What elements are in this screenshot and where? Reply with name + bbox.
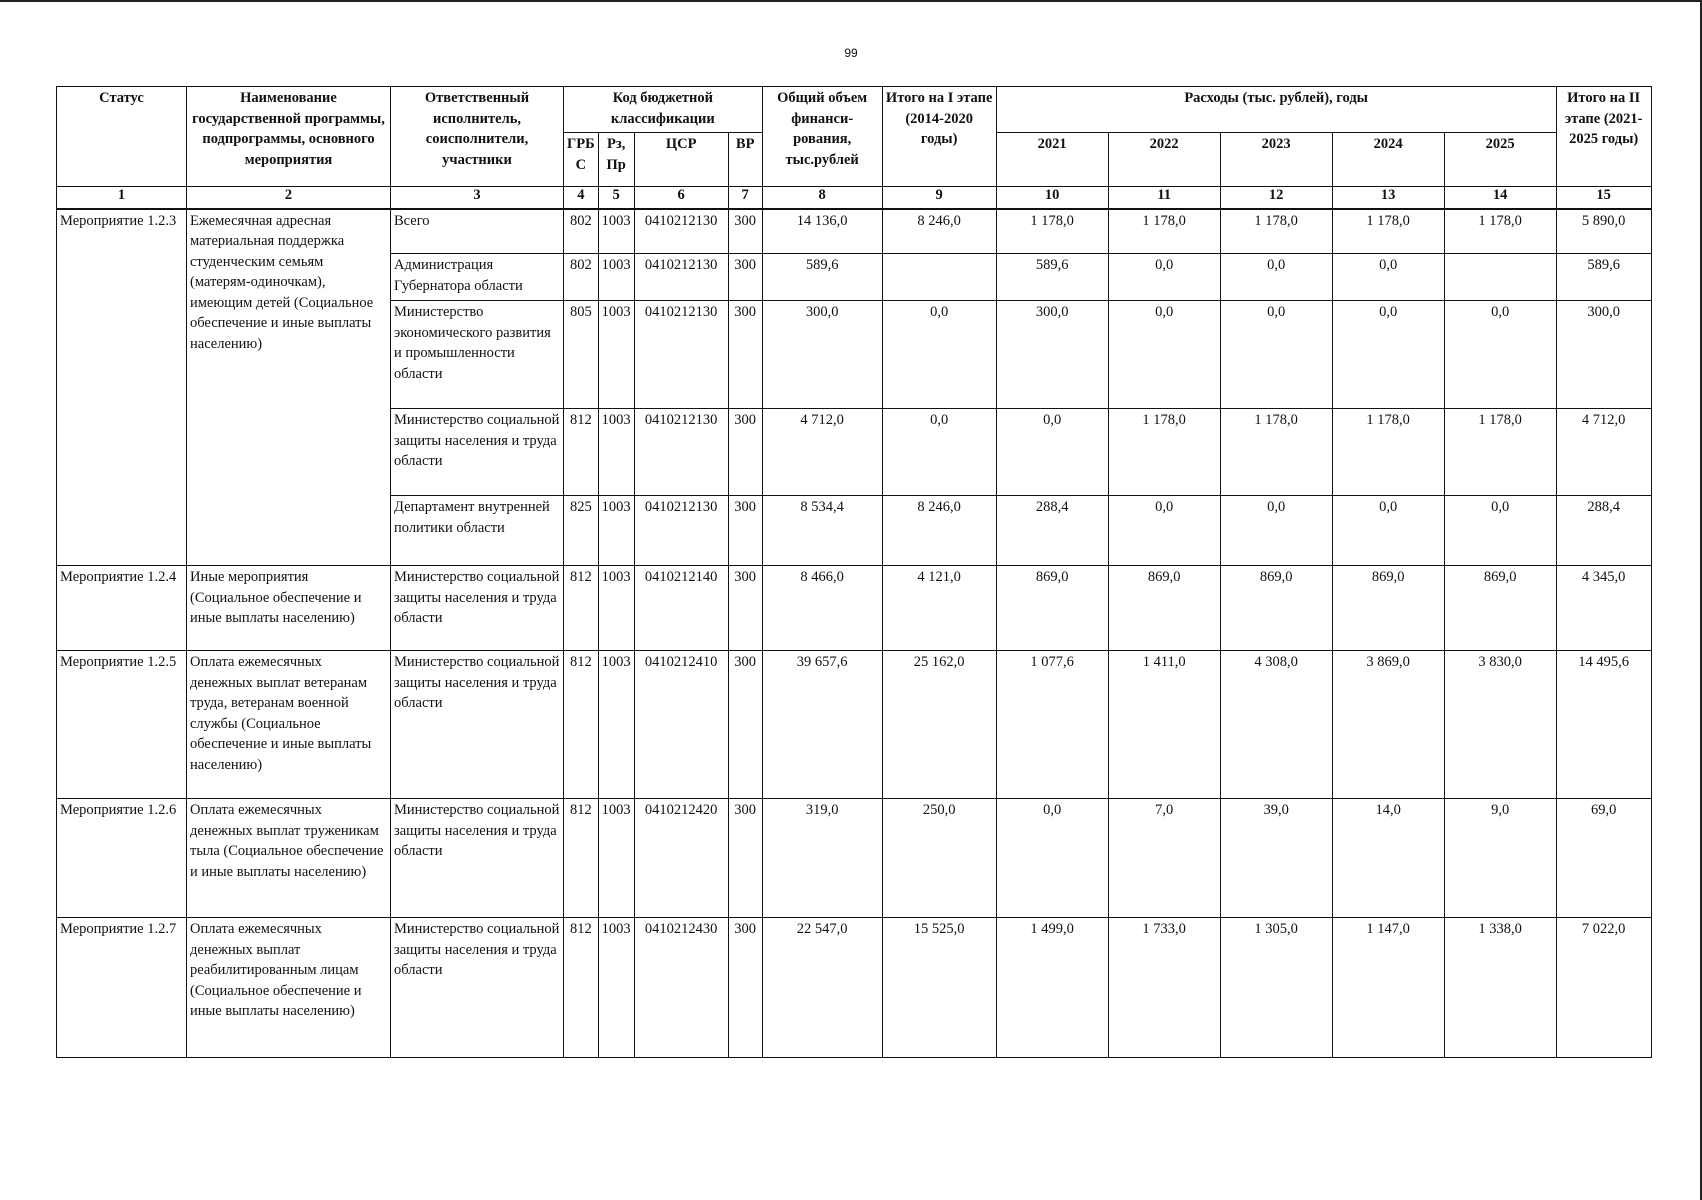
vr-cell: 300 bbox=[728, 254, 762, 301]
stage1-cell: 250,0 bbox=[882, 799, 996, 918]
total-cell: 8 534,4 bbox=[762, 496, 882, 566]
table-row bbox=[57, 651, 1652, 799]
header-total: Общий объем финанси-рования, тыс.рублей bbox=[762, 87, 882, 187]
vr-cell: 300 bbox=[728, 566, 762, 651]
total-cell: 14 136,0 bbox=[762, 209, 882, 254]
y2022-cell: 0,0 bbox=[1108, 254, 1220, 301]
csr-cell: 0410212140 bbox=[634, 566, 728, 651]
total-cell: 4 712,0 bbox=[762, 409, 882, 496]
y2024-cell: 14,0 bbox=[1332, 799, 1444, 918]
vr-cell: 300 bbox=[728, 409, 762, 496]
program-name-cell: Оплата ежемесячных денежных выплат труженикам тыла (Социальное обеспечение и иные выплаты населению) bbox=[187, 799, 391, 918]
grbs-cell: 812 bbox=[564, 566, 599, 651]
y2025-cell bbox=[1444, 254, 1556, 301]
header-name: Наименование государственной программы, подпрограммы, основного мероприятия bbox=[187, 87, 391, 187]
executor-cell: Администрация Губернатора области bbox=[391, 254, 564, 301]
rzpr-cell: 1003 bbox=[598, 918, 634, 1058]
header-csr: ЦСР bbox=[634, 133, 728, 187]
y2022-cell: 7,0 bbox=[1108, 799, 1220, 918]
y2024-cell: 0,0 bbox=[1332, 254, 1444, 301]
y2024-cell: 3 869,0 bbox=[1332, 651, 1444, 799]
executor-cell: Министерство социальной защиты населения и труда области bbox=[391, 918, 564, 1058]
stage2-cell: 14 495,6 bbox=[1556, 651, 1651, 799]
y2021-cell: 0,0 bbox=[996, 799, 1108, 918]
stage1-cell: 25 162,0 bbox=[882, 651, 996, 799]
header-budget-code: Код бюджетной классификации bbox=[564, 87, 763, 133]
y2021-cell: 300,0 bbox=[996, 301, 1108, 409]
budget-table bbox=[56, 86, 1652, 1058]
total-cell: 319,0 bbox=[762, 799, 882, 918]
column-number-cell: 3 bbox=[391, 187, 564, 209]
total-cell: 39 657,6 bbox=[762, 651, 882, 799]
vr-cell: 300 bbox=[728, 651, 762, 799]
column-number-cell: 6 bbox=[634, 187, 728, 209]
y2021-cell: 288,4 bbox=[996, 496, 1108, 566]
header-y2025: 2025 bbox=[1444, 133, 1556, 187]
stage2-cell: 300,0 bbox=[1556, 301, 1651, 409]
rzpr-cell: 1003 bbox=[598, 209, 634, 254]
header-y2021: 2021 bbox=[996, 133, 1108, 187]
executor-cell: Министерство социальной защиты населения и труда области bbox=[391, 409, 564, 496]
grbs-cell: 802 bbox=[564, 209, 599, 254]
stage2-cell: 69,0 bbox=[1556, 799, 1651, 918]
y2022-cell: 869,0 bbox=[1108, 566, 1220, 651]
y2021-cell: 1 178,0 bbox=[996, 209, 1108, 254]
csr-cell: 0410212130 bbox=[634, 409, 728, 496]
rzpr-cell: 1003 bbox=[598, 301, 634, 409]
executor-cell: Министерство социальной защиты населения и труда области bbox=[391, 799, 564, 918]
executor-cell: Министерство социальной защиты населения и труда области bbox=[391, 566, 564, 651]
y2021-cell: 0,0 bbox=[996, 409, 1108, 496]
column-number-cell: 11 bbox=[1108, 187, 1220, 209]
y2025-cell: 1 338,0 bbox=[1444, 918, 1556, 1058]
y2022-cell: 1 733,0 bbox=[1108, 918, 1220, 1058]
y2024-cell: 1 178,0 bbox=[1332, 209, 1444, 254]
status-cell: Мероприятие 1.2.6 bbox=[57, 799, 187, 918]
csr-cell: 0410212130 bbox=[634, 301, 728, 409]
rzpr-cell: 1003 bbox=[598, 651, 634, 799]
y2025-cell: 0,0 bbox=[1444, 496, 1556, 566]
header-y2022: 2022 bbox=[1108, 133, 1220, 187]
header-executor: Ответственный исполнитель, соисполнители, участники bbox=[391, 87, 564, 187]
stage2-cell: 288,4 bbox=[1556, 496, 1651, 566]
y2023-cell: 1 178,0 bbox=[1220, 209, 1332, 254]
csr-cell: 0410212410 bbox=[634, 651, 728, 799]
program-name-cell: Оплата ежемесячных денежных выплат ветеранам труда, ветеранам военной службы (Социальное обеспечение и иные выплаты населению) bbox=[187, 651, 391, 799]
stage1-cell: 8 246,0 bbox=[882, 496, 996, 566]
table-row bbox=[57, 918, 1652, 1058]
y2023-cell: 1 178,0 bbox=[1220, 409, 1332, 496]
column-number-cell: 7 bbox=[728, 187, 762, 209]
y2024-cell: 0,0 bbox=[1332, 301, 1444, 409]
column-number-cell: 5 bbox=[598, 187, 634, 209]
y2025-cell: 9,0 bbox=[1444, 799, 1556, 918]
vr-cell: 300 bbox=[728, 209, 762, 254]
grbs-cell: 812 bbox=[564, 799, 599, 918]
y2025-cell: 1 178,0 bbox=[1444, 209, 1556, 254]
y2024-cell: 869,0 bbox=[1332, 566, 1444, 651]
y2022-cell: 0,0 bbox=[1108, 301, 1220, 409]
y2024-cell: 1 178,0 bbox=[1332, 409, 1444, 496]
header-vr: ВР bbox=[728, 133, 762, 187]
column-number-cell: 1 bbox=[57, 187, 187, 209]
page-edge-top bbox=[0, 0, 1702, 2]
y2023-cell: 0,0 bbox=[1220, 254, 1332, 301]
stage2-cell: 589,6 bbox=[1556, 254, 1651, 301]
executor-cell: Департамент внутренней политики области bbox=[391, 496, 564, 566]
stage1-cell: 15 525,0 bbox=[882, 918, 996, 1058]
program-name-cell: Иные мероприятия (Социальное обеспечение и иные выплаты населению) bbox=[187, 566, 391, 651]
page-number: 99 bbox=[844, 46, 858, 60]
csr-cell: 0410212420 bbox=[634, 799, 728, 918]
header-stage2: Итого на II этапе (2021-2025 годы) bbox=[1556, 87, 1651, 187]
y2023-cell: 869,0 bbox=[1220, 566, 1332, 651]
table-row bbox=[57, 209, 1652, 254]
column-number-cell: 4 bbox=[564, 187, 599, 209]
column-number-cell: 8 bbox=[762, 187, 882, 209]
total-cell: 300,0 bbox=[762, 301, 882, 409]
executor-cell: Министерство социальной защиты населения и труда области bbox=[391, 651, 564, 799]
stage1-cell: 4 121,0 bbox=[882, 566, 996, 651]
csr-cell: 0410212130 bbox=[634, 209, 728, 254]
grbs-cell: 805 bbox=[564, 301, 599, 409]
stage2-cell: 4 712,0 bbox=[1556, 409, 1651, 496]
y2023-cell: 0,0 bbox=[1220, 301, 1332, 409]
stage2-cell: 7 022,0 bbox=[1556, 918, 1651, 1058]
total-cell: 22 547,0 bbox=[762, 918, 882, 1058]
rzpr-cell: 1003 bbox=[598, 799, 634, 918]
vr-cell: 300 bbox=[728, 918, 762, 1058]
y2021-cell: 589,6 bbox=[996, 254, 1108, 301]
y2023-cell: 39,0 bbox=[1220, 799, 1332, 918]
stage1-cell: 0,0 bbox=[882, 301, 996, 409]
total-cell: 8 466,0 bbox=[762, 566, 882, 651]
csr-cell: 0410212130 bbox=[634, 496, 728, 566]
y2023-cell: 4 308,0 bbox=[1220, 651, 1332, 799]
stage1-cell bbox=[882, 254, 996, 301]
header-expenses: Расходы (тыс. рублей), годы bbox=[996, 87, 1556, 133]
grbs-cell: 812 bbox=[564, 651, 599, 799]
csr-cell: 0410212430 bbox=[634, 918, 728, 1058]
stage1-cell: 8 246,0 bbox=[882, 209, 996, 254]
y2025-cell: 0,0 bbox=[1444, 301, 1556, 409]
vr-cell: 300 bbox=[728, 799, 762, 918]
y2021-cell: 1 077,6 bbox=[996, 651, 1108, 799]
program-name-cell: Оплата ежемесячных денежных выплат реабилитированным лицам (Социальное обеспечение и иные выплаты населению) bbox=[187, 918, 391, 1058]
header-y2024: 2024 bbox=[1332, 133, 1444, 187]
header-status: Статус bbox=[57, 87, 187, 187]
vr-cell: 300 bbox=[728, 496, 762, 566]
y2022-cell: 0,0 bbox=[1108, 496, 1220, 566]
y2022-cell: 1 178,0 bbox=[1108, 409, 1220, 496]
rzpr-cell: 1003 bbox=[598, 254, 634, 301]
y2025-cell: 3 830,0 bbox=[1444, 651, 1556, 799]
column-number-cell: 13 bbox=[1332, 187, 1444, 209]
rzpr-cell: 1003 bbox=[598, 496, 634, 566]
column-number-cell: 2 bbox=[187, 187, 391, 209]
y2021-cell: 869,0 bbox=[996, 566, 1108, 651]
y2024-cell: 0,0 bbox=[1332, 496, 1444, 566]
rzpr-cell: 1003 bbox=[598, 409, 634, 496]
y2024-cell: 1 147,0 bbox=[1332, 918, 1444, 1058]
status-cell: Мероприятие 1.2.5 bbox=[57, 651, 187, 799]
y2023-cell: 0,0 bbox=[1220, 496, 1332, 566]
y2021-cell: 1 499,0 bbox=[996, 918, 1108, 1058]
header-rzpr: Рз, Пр bbox=[598, 133, 634, 187]
grbs-cell: 825 bbox=[564, 496, 599, 566]
status-cell: Мероприятие 1.2.4 bbox=[57, 566, 187, 651]
program-name-cell: Ежемесячная адресная материальная поддержка студенческим семьям (матерям-одиночкам), имеющим детей (Социальное обеспечение и иные выплаты населению) bbox=[187, 209, 391, 566]
column-number-row bbox=[57, 187, 1652, 209]
rzpr-cell: 1003 bbox=[598, 566, 634, 651]
y2022-cell: 1 411,0 bbox=[1108, 651, 1220, 799]
column-number-cell: 15 bbox=[1556, 187, 1651, 209]
grbs-cell: 802 bbox=[564, 254, 599, 301]
status-cell: Мероприятие 1.2.7 bbox=[57, 918, 187, 1058]
table-row bbox=[57, 566, 1652, 651]
column-number-cell: 10 bbox=[996, 187, 1108, 209]
column-number-cell: 14 bbox=[1444, 187, 1556, 209]
y2025-cell: 869,0 bbox=[1444, 566, 1556, 651]
header-grbs: ГРБ С bbox=[564, 133, 599, 187]
total-cell: 589,6 bbox=[762, 254, 882, 301]
y2025-cell: 1 178,0 bbox=[1444, 409, 1556, 496]
column-number-cell: 12 bbox=[1220, 187, 1332, 209]
csr-cell: 0410212130 bbox=[634, 254, 728, 301]
executor-cell: Всего bbox=[391, 209, 564, 254]
vr-cell: 300 bbox=[728, 301, 762, 409]
header-stage1: Итого на I этапе (2014-2020 годы) bbox=[882, 87, 996, 187]
column-number-cell: 9 bbox=[882, 187, 996, 209]
y2022-cell: 1 178,0 bbox=[1108, 209, 1220, 254]
executor-cell: Министерство экономического развития и промышленности области bbox=[391, 301, 564, 409]
stage2-cell: 5 890,0 bbox=[1556, 209, 1651, 254]
stage2-cell: 4 345,0 bbox=[1556, 566, 1651, 651]
status-cell: Мероприятие 1.2.3 bbox=[57, 209, 187, 566]
budget-table-body bbox=[57, 209, 1652, 1058]
y2023-cell: 1 305,0 bbox=[1220, 918, 1332, 1058]
grbs-cell: 812 bbox=[564, 409, 599, 496]
header-y2023: 2023 bbox=[1220, 133, 1332, 187]
stage1-cell: 0,0 bbox=[882, 409, 996, 496]
grbs-cell: 812 bbox=[564, 918, 599, 1058]
table-row bbox=[57, 799, 1652, 918]
